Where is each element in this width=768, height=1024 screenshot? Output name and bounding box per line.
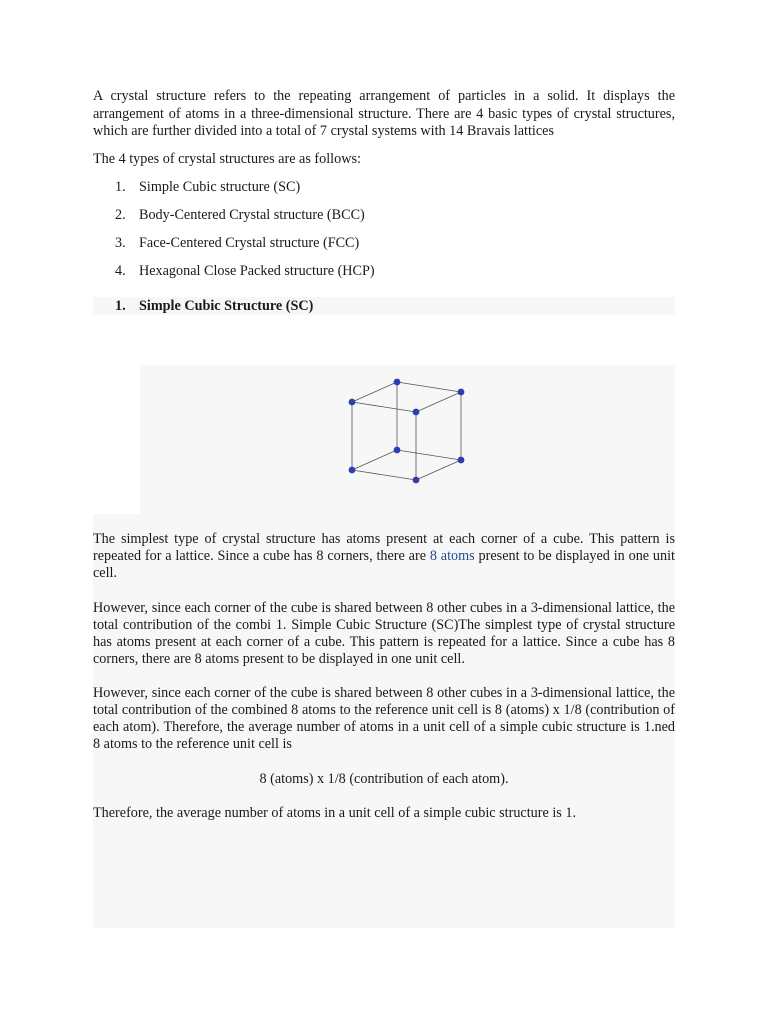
list-item-number: 4.: [115, 263, 126, 279]
cube-edge: [352, 402, 416, 412]
formula-line: 8 (atoms) x 1/8 (contribution of each atom).: [259, 771, 509, 787]
cube-edge: [352, 470, 416, 480]
atom: [413, 477, 420, 484]
paragraph-text: The simplest type of crystal structure has atoms present at each corner of a cube. This pattern is repeated for a lattice. Since a cube has 8 corners, there are: [93, 531, 675, 564]
paragraph-text: present to be displayed in one unit cell.: [93, 548, 676, 581]
list-item: [115, 178, 375, 206]
list-item-label: Body-Centered Crystal structure (BCC): [139, 207, 365, 223]
atom: [413, 409, 420, 416]
paragraph-conclusion: Therefore, the average number of atoms in a unit cell of a simple cubic structure is 1.: [93, 805, 576, 821]
list-item-label: Face-Centered Crystal structure (FCC): [139, 235, 360, 251]
crystal-types-list: [115, 178, 375, 290]
atom: [394, 447, 401, 454]
cube-edges: [352, 382, 461, 480]
atom: [458, 389, 465, 396]
atom: [349, 399, 356, 406]
list-item-number: 1.: [115, 179, 126, 195]
cube-atoms: [349, 379, 465, 484]
cube-edge: [416, 392, 461, 412]
types-intro-paragraph: The 4 types of crystal structures are as follows:: [93, 151, 361, 167]
list-item-number: 3.: [115, 235, 126, 251]
list-item: [115, 262, 375, 290]
cube-edge: [416, 460, 461, 480]
paragraph-total-contribution: However, since each corner of the cube is shared between 8 other cubes in a 3-dimensional lattice, the total contribution of the combined 8 atoms to the reference unit cell is 8 (atoms) x 1/8 (contribution of each atom). Therefore, the average number of atoms in a unit cell of a simple cubic structure is 1.ned 8 atoms to the reference unit cell is: [93, 685, 675, 752]
atoms-link[interactable]: 8 atoms: [429, 548, 475, 564]
cube-figure-panel: [140, 365, 675, 515]
list-item-number: 2.: [115, 207, 126, 223]
atom: [458, 457, 465, 464]
paragraph-corner-shared: However, since each corner of the cube is shared between 8 other cubes in a 3-dimensional lattice, the total contribution of the combi 1. Simple Cubic Structure (SC)The simplest type of crystal structure has atoms present at each corner of a cube. This pattern is repeated for a lattice. Since a cube has 8 corners, there are 8 atoms present to be displayed in one unit cell.: [93, 600, 675, 667]
cube-edge: [352, 382, 397, 402]
section-heading-title: Simple Cubic Structure (SC): [139, 298, 314, 314]
section-heading-number: 1.: [115, 298, 126, 314]
atom: [349, 467, 356, 474]
list-item: [115, 234, 375, 262]
atom: [394, 379, 401, 386]
paragraph-simplest-type: [93, 531, 675, 582]
list-item-label: Hexagonal Close Packed structure (HCP): [139, 263, 375, 279]
cube-edge: [397, 450, 461, 460]
intro-paragraph: A crystal structure refers to the repeating arrangement of particles in a solid. It displays the arrangement of atoms in a three-dimensional structure. There are 4 basic types of crystal structures, which are further divided into a total of 7 crystal systems with 14 Bravais lattices: [93, 88, 675, 139]
cube-edge: [397, 382, 461, 392]
simple-cubic-diagram: [140, 365, 675, 515]
section-heading: [93, 297, 675, 315]
list-item: [115, 206, 375, 234]
cube-edge: [352, 450, 397, 470]
list-item-label: Simple Cubic structure (SC): [139, 179, 301, 195]
